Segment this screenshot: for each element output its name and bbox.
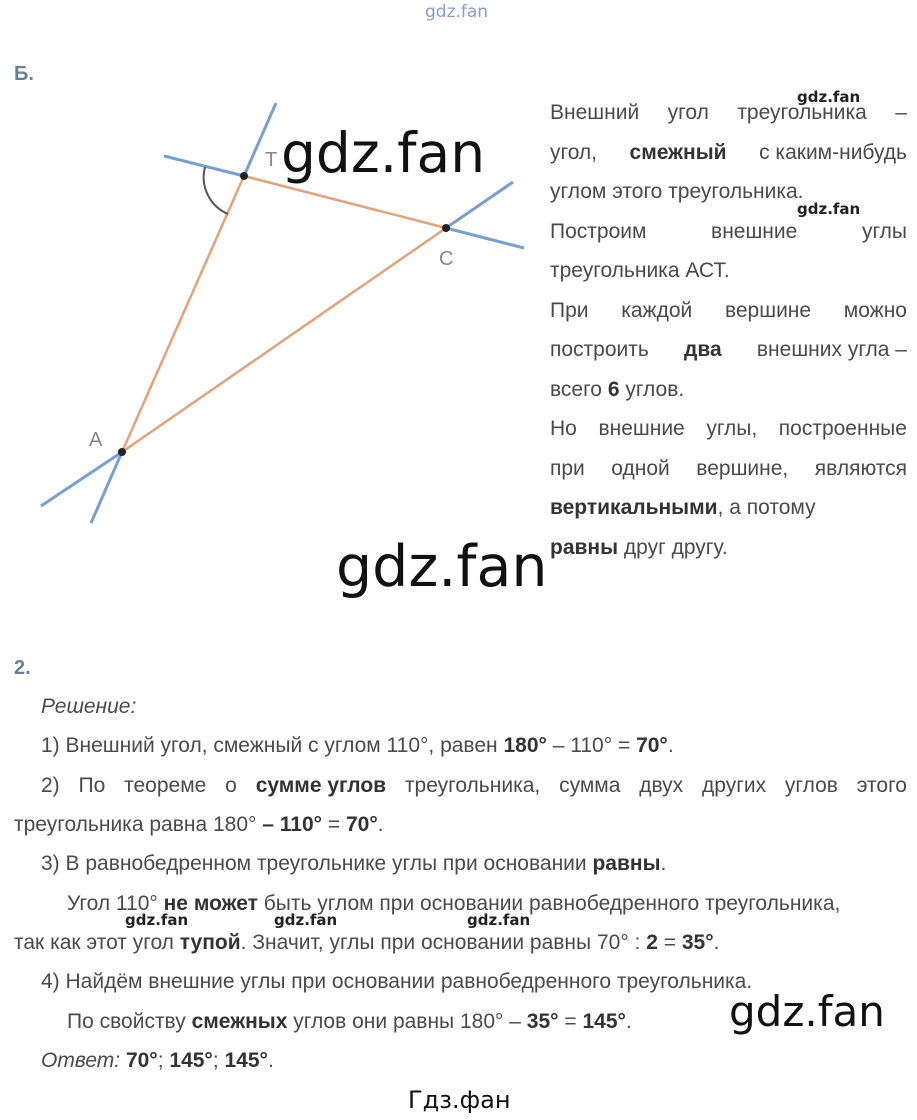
text: . bbox=[667, 734, 674, 757]
word: треугольника bbox=[737, 101, 867, 124]
b-line-11 bbox=[550, 495, 907, 535]
watermark-big-figure: gdz.fan bbox=[281, 121, 486, 185]
watermark-small: gdz.fan bbox=[274, 911, 338, 929]
word: углы, bbox=[706, 417, 758, 440]
word: при bbox=[550, 456, 585, 480]
b-line-8 bbox=[550, 377, 907, 417]
bold-text: не может bbox=[163, 892, 258, 915]
word: угол, bbox=[550, 140, 598, 164]
word: каждой bbox=[621, 298, 693, 322]
word: одной bbox=[611, 456, 670, 480]
bold-text: тупой bbox=[179, 931, 241, 954]
text: . bbox=[713, 931, 720, 954]
text: углов они равны 180° – bbox=[287, 1010, 527, 1033]
bold-text: 35° bbox=[526, 1010, 559, 1033]
text: . Значит, углы при основании равны 70° : bbox=[240, 931, 647, 954]
b-line-7 bbox=[550, 337, 907, 377]
label-a: A bbox=[89, 429, 103, 451]
word: о bbox=[225, 774, 237, 797]
solution-line-4b bbox=[14, 930, 719, 956]
section-b-text bbox=[550, 100, 907, 574]
answer-label: Ответ: bbox=[41, 1049, 121, 1072]
bold-text: 2 bbox=[646, 931, 658, 954]
solution-line-6 bbox=[67, 1009, 632, 1035]
word: других bbox=[702, 774, 767, 797]
word: друг другу. bbox=[618, 535, 728, 559]
word: углов. bbox=[619, 377, 685, 401]
word: , а потому bbox=[717, 496, 816, 519]
word: Построим bbox=[550, 219, 647, 243]
text: Угол 110° bbox=[67, 892, 164, 915]
b-line-2 bbox=[550, 140, 907, 180]
text: . bbox=[625, 1010, 632, 1033]
bold-text: – bbox=[262, 813, 274, 836]
text: = bbox=[657, 931, 682, 954]
text: . bbox=[377, 813, 384, 836]
word: всего bbox=[550, 377, 608, 401]
word: углов bbox=[784, 774, 838, 797]
bold-word: равны bbox=[550, 535, 619, 559]
bold-word: 6 bbox=[607, 377, 620, 401]
word: углы bbox=[861, 219, 907, 243]
text: ; bbox=[157, 1049, 170, 1072]
bold-text: 70° bbox=[125, 1049, 158, 1072]
text: 4) Найдём внешние углы при основании равнобедренного треугольника. bbox=[41, 970, 753, 993]
text: . bbox=[267, 1049, 274, 1072]
word: внешние bbox=[711, 219, 798, 243]
bold-word: сумме углов bbox=[255, 774, 387, 797]
bold-text: 145° bbox=[224, 1049, 268, 1072]
bold-text: 110° bbox=[279, 813, 323, 836]
word: теореме bbox=[124, 774, 207, 797]
bold-text: 70° bbox=[636, 734, 668, 757]
vertex-a bbox=[118, 448, 126, 456]
text: 3) В равнобедренном треугольнике углы при основании bbox=[41, 852, 593, 875]
word: внешние bbox=[598, 417, 685, 440]
word: двух bbox=[639, 774, 684, 797]
word: можно bbox=[843, 298, 907, 322]
vertex-t bbox=[240, 172, 248, 180]
bold-text: 145° bbox=[582, 1010, 626, 1033]
word: внешних угла – bbox=[756, 338, 907, 361]
bold-word: вертикальными bbox=[550, 496, 718, 519]
b-line-10 bbox=[550, 456, 907, 496]
extension-line-c-up bbox=[446, 182, 513, 228]
word: треугольника, bbox=[404, 774, 541, 797]
word: При bbox=[550, 298, 589, 322]
bold-text: равны bbox=[592, 852, 661, 875]
word: вершине bbox=[724, 298, 812, 322]
word: этого bbox=[856, 774, 907, 797]
solution-line-2a bbox=[41, 773, 907, 799]
word: – bbox=[895, 101, 907, 124]
solution-line-3 bbox=[41, 851, 666, 877]
bold-text: 180° bbox=[503, 734, 547, 757]
word: Но bbox=[550, 417, 577, 440]
word: 2) bbox=[41, 774, 60, 797]
b-line-6 bbox=[550, 298, 907, 338]
bold-text: 145° bbox=[169, 1049, 213, 1072]
text: . bbox=[660, 852, 667, 875]
word: с каким-нибудь bbox=[759, 140, 907, 164]
watermark-big-bottom: gdz.fan bbox=[729, 987, 885, 1036]
bold-text: смежных bbox=[191, 1010, 288, 1033]
word: построенные bbox=[778, 417, 907, 440]
exterior-angle-arc bbox=[204, 167, 228, 214]
watermark-top: gdz.fan bbox=[425, 2, 489, 22]
b-line-9 bbox=[550, 416, 907, 456]
text: = bbox=[322, 813, 346, 836]
word: Внешний bbox=[550, 101, 640, 124]
section-label-b: Б. bbox=[14, 63, 34, 85]
bold-text: 35° bbox=[681, 931, 714, 954]
watermark-small: gdz.fan bbox=[125, 911, 189, 929]
word: углом этого треугольника. bbox=[550, 180, 804, 203]
text: По свойству bbox=[67, 1010, 192, 1033]
vertex-c bbox=[442, 224, 450, 232]
bold-word: два bbox=[684, 338, 722, 361]
label-t: T bbox=[265, 149, 278, 171]
label-c: C bbox=[439, 248, 454, 270]
word: угол bbox=[667, 101, 709, 124]
word: треугольника АСТ. bbox=[550, 259, 730, 282]
b-line-5 bbox=[550, 258, 907, 298]
text: треугольника равна 180° bbox=[14, 813, 263, 836]
text: ; bbox=[212, 1049, 225, 1072]
watermark-small: gdz.fan bbox=[467, 911, 531, 929]
word: вершине, bbox=[696, 456, 789, 480]
b-line-4 bbox=[550, 219, 907, 259]
watermark-big-middle: gdz.fan bbox=[336, 534, 548, 600]
task-label-2: 2. bbox=[14, 657, 31, 679]
watermark-small: gdz.fan bbox=[797, 88, 861, 106]
watermark-small: gdz.fan bbox=[797, 200, 861, 218]
solution-line-5 bbox=[41, 969, 752, 995]
word: являются bbox=[814, 456, 907, 480]
solution-line-1 bbox=[41, 733, 674, 759]
text: – 110° = bbox=[546, 734, 637, 757]
word: сумма bbox=[559, 774, 621, 797]
extension-line-c-right bbox=[446, 228, 524, 248]
b-line-12 bbox=[550, 535, 907, 575]
word: построить bbox=[550, 338, 649, 361]
text: 1) Внешний угол, смежный с углом 110°, равен bbox=[41, 734, 504, 757]
footer-watermark: Гдз.фан bbox=[408, 1086, 511, 1114]
text: так как этот угол bbox=[14, 931, 180, 954]
solution-line-2b bbox=[14, 812, 384, 838]
solution-label: Решение: bbox=[41, 695, 137, 718]
answer-line bbox=[41, 1048, 274, 1074]
bold-text: 70° bbox=[346, 813, 378, 836]
text: быть углом при основании равнобедренного треугольника, bbox=[257, 892, 841, 915]
word: По bbox=[78, 774, 106, 797]
text: = bbox=[558, 1010, 583, 1033]
bold-word: смежный bbox=[629, 140, 727, 164]
